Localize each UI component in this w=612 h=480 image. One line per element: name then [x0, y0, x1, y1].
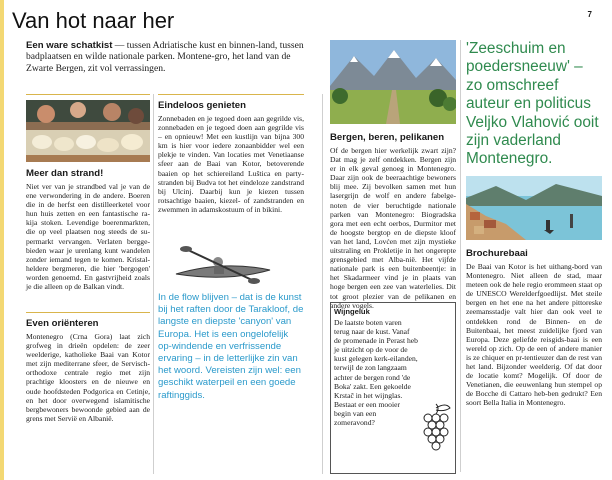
zeeschuim-quote: 'Zeeschuim en poedersneeuw' – zo omschreef auteur en politicus Veljko Vlahović ooit zijn vaderland Montenegro.	[466, 40, 599, 168]
intro-paragraph	[26, 40, 316, 74]
page-number: 7	[587, 10, 592, 19]
heading-brochurebaai: Brochurebaai	[466, 248, 528, 259]
heading-wijngeluk: Wijngeluk	[334, 307, 370, 316]
section-rule	[26, 312, 150, 313]
text-meer-dan-strand: Niet ver van je strandbed val je van de ene verwondering in de andere. Boeren die in de herfst een distilleerketel voor hun huis zetten en een fantastische ra-kija stoken. Levendige boerenmarkten, die op veel plaatsen nog steeds de su-permarkt vervangen. Verlaten bergge-bieden waar je urenlang kunt wandelen zonder iemand tegen te komen. Kristal-heldere bergmeren, die hier 'bergogen' worden genoemd. En gastvrijheid zoals je die alleen op de Balkan vindt.	[26, 182, 150, 292]
text-eindeloos-genieten: Zonnebaden en je tegoed doen aan gegrilde vis, zonnebaden en je tegoed doen aan gegrilde vis – en opnieuw! Met een kustlijn van bijna 300 km is hier voor iedere zonaanbidder wel een plekje te vinden. Van locaties met Venetiaanse sfeer aan de Baai van Kotor, betoverende baaien op het schiereiland Luštica en party-stranden bij Budva tot het eindeloze zandstrand bij Ulcinj. Daarbij kun je kiezen tussen rotsachtige baaien, kiezel- of zandstranden en zwemmen in adamskostuum of in bikini.	[158, 114, 304, 214]
intro-lead: Een ware schatkist	[26, 40, 113, 51]
heading-even-orienteren: Even oriënteren	[26, 318, 99, 329]
kayak-image	[168, 240, 278, 288]
heading-meer-dan-strand: Meer dan strand!	[26, 168, 104, 179]
grapes-icon	[418, 400, 454, 464]
text-wijngeluk: De laatste boten varen terug naar de kust. Vanaf de promenade in Perast heb je uitzicht op de voor de kust gelegen kerk-eilanden, terwijl de zon langzaam achter de bergen rond 'de Boka' zakt. Een gekoelde Krstač in het wijnglas. Bestaat er een mooier begin van een zomeravond?	[334, 318, 418, 428]
page-title: Van hot naar her	[12, 8, 175, 33]
intro-text: — tussen Adriatische kust en binnen-land, tussen badplaatsen en wilde nationale parken. Montene-gro, het land van de Zwarte Bergen, zit vol verrassingen.	[26, 40, 304, 74]
heading-bergen-beren: Bergen, beren, pelikanen	[330, 132, 445, 143]
bay-of-kotor-photo	[466, 176, 602, 240]
mountain-road-photo	[330, 40, 456, 124]
section-rule	[26, 94, 150, 95]
text-even-orienteren: Montenegro (Crna Gora) laat zich grofweg in drieën opdelen: de zeer weelderige, katholieke Baai van Kotor met zijn mediterrane sfeer, de Servisch-orthodoxe centrale regio met zijn prachtige kloosters en de nieuwe en oude hoofdsteden Podgorica en Cetinje, en het door overwegend islamitische bergbewoners bewoonde gebied aan de grens met Servië en Albanië.	[26, 332, 150, 423]
rafting-quote: In de flow blijven – dat is de kunst bij het raften door de Tarakloof, de langste en diepste 'canyon' van Europa. Het is een ongelofelijk op-windende en verfrissende ervaring – in de letterlijke zin van het woord. Vereisten zijn wel: een geschikt waterpeil en een goede raftinggids.	[158, 292, 304, 401]
text-bergen-beren: Of de bergen hier werkelijk zwart zijn? Dat mag je zelf ontdekken. Bergen zijn er in elk geval genoeg in Montenegro. Daar zijn ook de beeraachtige bewoners blij mee. Zij bevolken samen met hun lasergrijn de wolf en andere fabelge-noten de vier beruchtigde nationale parken van Montenegro: Biogradska gora met een echt oerbos, Durmitor met de hoogste bergtop en de diepste kloof van het land, Lovćen met zijn mystieke uitstraling en Prokletije in het ongerepte grensgebied met Alba-nië. Het vijfde nationale park is een buitenbeentje: in het Skadarmeer vind je in plaats van hoge bergen een zee van waterlelies. Dit tot groot plezier van de pelikanen en andere vogels.	[330, 146, 456, 310]
market-photo	[26, 100, 150, 162]
column-divider	[460, 40, 461, 472]
text-brochurebaai: De Baai van Kotor is het uithang-bord van Montenegro. Niet alleen de stad, maar meteen ook de hele regio erommeen staat op de UNESCO Werelderfgoedlijst. Met steile bergen en het ene na het andere pittoreske zeemansstadje valt hier dan ook veel te ontdekken rond de Binnen- en de Buitenbaai, het meest zuidelijke fjord van Europa. Deze geliefde reisgids-baai is een wereld op zich. Op de een of andere manier is ze chiquer en pr-tentieuzer dan de rest van het land. Bijzonder weelderig. Of dat door de locatie komt? Mogelijk. Of door de Venetianen, die eeuwenlang hun stempel op de Bocche di Cattaro heb-ben gedrukt? Een soort Bella Italia in Montenegro.	[466, 262, 602, 408]
column-divider	[153, 94, 154, 474]
column-divider	[322, 94, 323, 474]
page-edge-strip	[0, 0, 4, 480]
section-rule	[158, 94, 304, 95]
heading-eindeloos-genieten: Eindeloos genieten	[158, 100, 246, 111]
